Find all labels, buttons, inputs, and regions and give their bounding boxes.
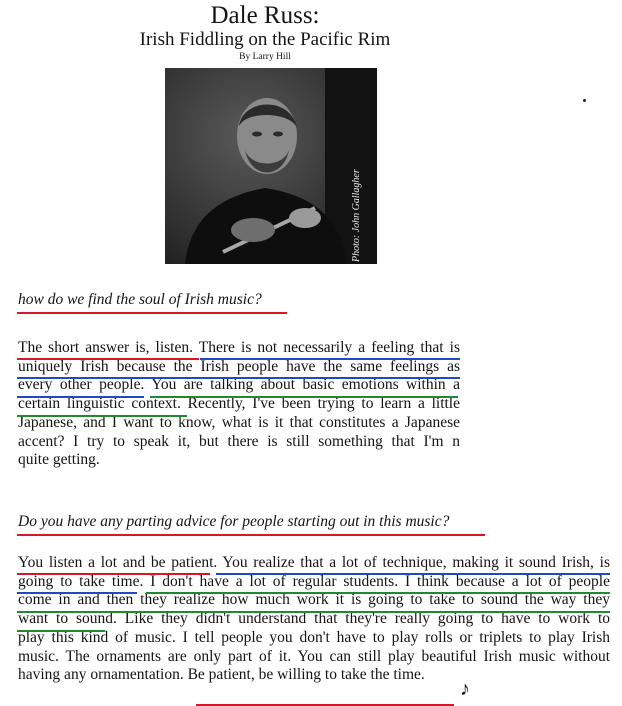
portrait-photo xyxy=(165,68,377,264)
photo-credit: Photo: John Gallagher xyxy=(351,169,362,262)
green-underline xyxy=(17,415,187,417)
text-line: every other people. You are talking about basic emotions within a xyxy=(18,376,460,394)
speck-mark xyxy=(583,99,586,102)
red-underline xyxy=(17,312,287,314)
green-underline xyxy=(150,396,458,398)
question-heading: Do you have any parting advice for people starting out in this music? xyxy=(18,513,450,530)
text-line: uniquely Irish because the Irish people have the same feelings as xyxy=(18,357,460,375)
text-line: You listen a lot and be patient. You realize that a lot of technique, making it sound Irish, is xyxy=(18,554,610,571)
article-title: Dale Russ: xyxy=(210,2,320,29)
text-line: music. The ornaments are only part of it. You can still play beautiful Irish music without xyxy=(18,647,610,665)
blue-underline xyxy=(17,592,137,594)
red-underline xyxy=(17,358,199,360)
text-line: The short answer is, listen. There is not necessarily a feeling that is xyxy=(18,339,460,356)
text-line: come in and then they realize how much work it is going to take to sound the way they xyxy=(18,591,610,609)
text-line: quite getting. xyxy=(18,451,100,469)
music-note-icon: ♪ xyxy=(460,678,470,700)
text-line: play this kind of music. I tell people you don't have to play rolls or triplets to play Irish xyxy=(18,628,610,646)
text-line: Japanese, and I want to know, what is it that constitutes a Japanese xyxy=(18,413,460,431)
article-subtitle: Irish Fiddling on the Pacific Rim xyxy=(139,29,391,50)
blue-underline xyxy=(17,377,460,379)
red-underline xyxy=(17,534,485,536)
green-underline xyxy=(17,630,105,632)
green-underline xyxy=(17,611,610,613)
text-line: want to sound. Like they didn't understand that they're really going to have to work to xyxy=(18,610,610,628)
text-line: going to take time. I don't have a lot of regular students. I think because a lot of people xyxy=(18,572,610,590)
text-line: accent? I try to speak it, but there is still something that I'm n xyxy=(18,432,460,450)
article-byline: By Larry Hill xyxy=(239,52,291,62)
text-line: certain linguistic context. Recently, I've been trying to learn a little xyxy=(18,395,460,413)
blue-underline xyxy=(17,396,144,398)
text-line: having any ornamentation. Be patient, be willing to take the time. xyxy=(18,666,425,684)
red-underline xyxy=(17,573,210,575)
blue-underline xyxy=(200,358,460,360)
question-heading: how do we find the soul of Irish music? xyxy=(18,291,262,308)
blue-underline xyxy=(216,573,610,575)
green-underline xyxy=(146,592,610,594)
